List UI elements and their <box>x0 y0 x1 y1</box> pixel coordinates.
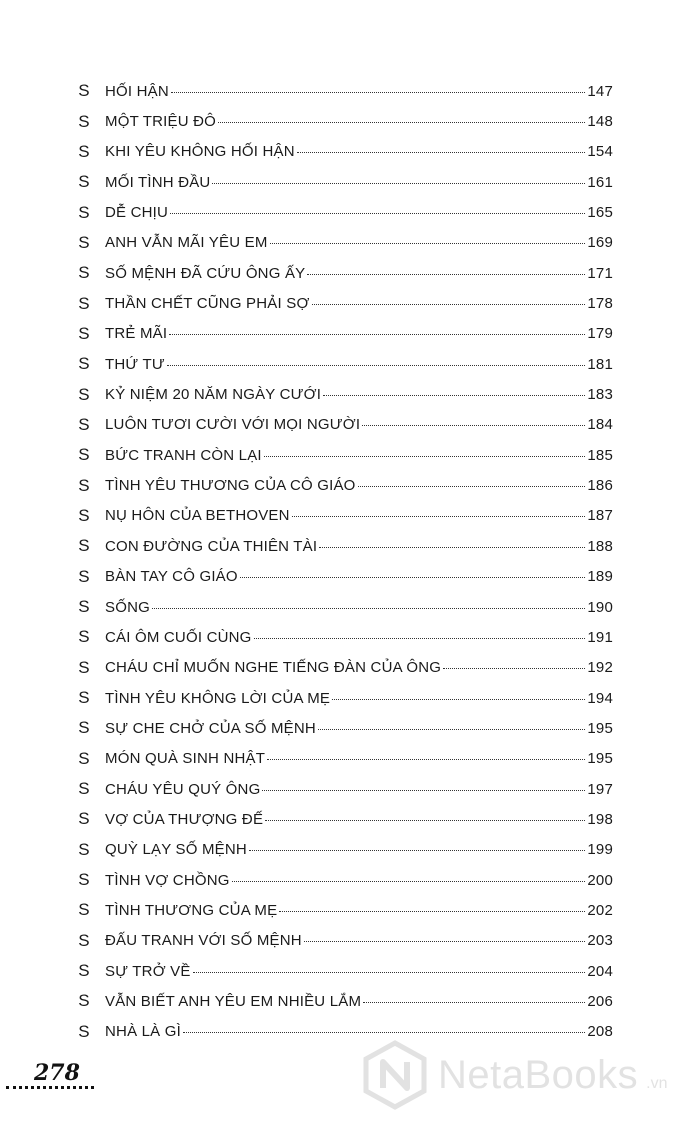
table-of-contents <box>0 76 700 1047</box>
toc-entry-page: 191 <box>587 628 613 646</box>
toc-entry-title: NỤ HÔN CỦA BETHOVEN <box>105 507 290 525</box>
toc-entry-page: 194 <box>587 689 613 707</box>
toc-entry-title: BỨC TRANH CÒN LẠI <box>105 446 262 464</box>
dot-leader <box>312 304 586 305</box>
watermark-text: NetaBooks <box>438 1052 639 1097</box>
toc-line <box>105 386 613 403</box>
toc-entry-title: HỐI HẬN <box>105 82 169 100</box>
watermark-suffix: .vn <box>646 1075 668 1092</box>
toc-entry <box>0 683 700 713</box>
bullet-icon: S <box>78 354 90 374</box>
bullet-icon: S <box>78 323 90 343</box>
dot-leader <box>267 759 585 760</box>
toc-entry-page: 203 <box>587 932 613 950</box>
toc-entry-page: 187 <box>587 507 613 525</box>
bullet-icon: S <box>78 809 90 829</box>
toc-entry <box>0 228 700 258</box>
toc-line <box>105 113 613 130</box>
toc-entry-page: 195 <box>587 719 613 737</box>
toc-entry-page: 181 <box>587 355 613 373</box>
toc-entry-title: DỄ CHỊU <box>105 204 169 222</box>
dot-leader <box>292 516 586 517</box>
toc-entry-page: 189 <box>587 568 613 586</box>
toc-entry <box>0 410 700 440</box>
toc-entry <box>0 774 700 804</box>
watermark <box>360 1040 668 1110</box>
dot-leader <box>265 820 585 821</box>
toc-line <box>105 295 613 312</box>
toc-line <box>105 599 613 616</box>
toc-entry-page: 186 <box>587 477 613 495</box>
bullet-icon: S <box>78 475 90 495</box>
dot-leader <box>319 547 585 548</box>
toc-entry-page: 147 <box>587 82 613 100</box>
toc-line <box>105 841 613 858</box>
toc-entry-title: KỶ NIỆM 20 NĂM NGÀY CƯỚI <box>105 386 322 404</box>
toc-entry-page: 148 <box>587 113 613 131</box>
toc-line <box>105 204 613 221</box>
toc-line <box>105 963 613 980</box>
toc-entry-page: 185 <box>587 446 613 464</box>
toc-entry <box>0 653 700 683</box>
toc-entry-title: SỰ TRỞ VỀ <box>105 962 191 980</box>
bullet-icon: S <box>78 293 90 313</box>
toc-line <box>105 659 613 676</box>
bullet-icon: S <box>78 900 90 920</box>
toc-entry-title: CÁI ÔM CUỐI CÙNG <box>105 628 252 646</box>
dot-leader <box>240 577 586 578</box>
toc-entry <box>0 349 700 379</box>
toc-entry-title: ĐẤU TRANH VỚI SỐ MỆNH <box>105 932 302 950</box>
bullet-icon: S <box>78 627 90 647</box>
toc-entry-page: 200 <box>587 871 613 889</box>
toc-entry <box>0 440 700 470</box>
dot-leader <box>193 972 586 973</box>
toc-entry-title: QUỲ LẠY SỐ MỆNH <box>105 841 247 859</box>
toc-entry <box>0 804 700 834</box>
toc-entry-title: VỢ CỦA THƯỢNG ĐẾ <box>105 810 264 828</box>
bullet-icon: S <box>78 688 90 708</box>
toc-entry-title: TRẺ MÃI <box>105 325 168 343</box>
dot-leader <box>362 425 585 426</box>
toc-entry <box>0 197 700 227</box>
bullet-icon: S <box>78 597 90 617</box>
bullet-icon: S <box>78 930 90 950</box>
bullet-icon: S <box>78 991 90 1011</box>
toc-entry-page: 188 <box>587 537 613 555</box>
bullet-icon: S <box>78 414 90 434</box>
toc-entry-title: TÌNH YÊU KHÔNG LỜI CỦA MẸ <box>105 689 331 707</box>
toc-entry <box>0 531 700 561</box>
toc-line <box>105 477 613 494</box>
toc-line <box>105 811 613 828</box>
toc-entry-title: MÓN QUÀ SINH NHẬT <box>105 750 266 768</box>
bullet-icon: S <box>78 141 90 161</box>
toc-line <box>105 83 613 100</box>
toc-entry-page: 208 <box>587 1023 613 1041</box>
dot-leader <box>170 213 585 214</box>
toc-line <box>105 781 613 798</box>
toc-entry <box>0 713 700 743</box>
netabooks-logo-icon <box>360 1040 430 1110</box>
dot-leader <box>262 790 585 791</box>
toc-entry-title: SỐNG <box>105 598 150 616</box>
toc-entry <box>0 926 700 956</box>
toc-entry <box>0 319 700 349</box>
toc-entry-page: 165 <box>587 204 613 222</box>
bullet-icon: S <box>78 779 90 799</box>
page-number-dots <box>6 1086 94 1089</box>
toc-entry <box>0 744 700 774</box>
toc-entry <box>0 956 700 986</box>
bullet-icon: S <box>78 870 90 890</box>
toc-entry-title: CON ĐƯỜNG CỦA THIÊN TÀI <box>105 537 318 555</box>
toc-line <box>105 629 613 646</box>
toc-entry-page: 183 <box>587 386 613 404</box>
bullet-icon: S <box>78 445 90 465</box>
toc-line <box>105 538 613 555</box>
dot-leader <box>332 699 585 700</box>
toc-entry-title: VẪN BIẾT ANH YÊU EM NHIỀU LẮM <box>105 992 362 1010</box>
dot-leader <box>318 729 585 730</box>
dot-leader <box>358 486 586 487</box>
toc-line <box>105 690 613 707</box>
bullet-icon: S <box>78 536 90 556</box>
bullet-icon: S <box>78 172 90 192</box>
toc-entry-page: 195 <box>587 750 613 768</box>
toc-entry-page: 171 <box>587 264 613 282</box>
bullet-icon: S <box>78 1021 90 1041</box>
bullet-icon: S <box>78 232 90 252</box>
toc-entry-page: 169 <box>587 234 613 252</box>
toc-entry <box>0 501 700 531</box>
toc-line <box>105 234 613 251</box>
toc-entry-title: THỨ TƯ <box>105 355 165 373</box>
bullet-icon: S <box>78 839 90 859</box>
toc-entry <box>0 106 700 136</box>
toc-entry <box>0 622 700 652</box>
bullet-icon: S <box>78 263 90 283</box>
toc-entry-title: TÌNH VỢ CHỒNG <box>105 871 230 889</box>
toc-line <box>105 568 613 585</box>
toc-entry <box>0 379 700 409</box>
toc-entry-page: 192 <box>587 659 613 677</box>
bullet-icon: S <box>78 384 90 404</box>
toc-line <box>105 1023 613 1040</box>
toc-entry <box>0 562 700 592</box>
dot-leader <box>279 911 585 912</box>
toc-line <box>105 356 613 373</box>
dot-leader <box>152 608 585 609</box>
dot-leader <box>249 850 585 851</box>
toc-line <box>105 872 613 889</box>
bullet-icon: S <box>78 81 90 101</box>
toc-entry <box>0 895 700 925</box>
dot-leader <box>323 395 585 396</box>
toc-entry <box>0 288 700 318</box>
toc-entry <box>0 258 700 288</box>
toc-entry-title: ANH VẪN MÃI YÊU EM <box>105 234 268 252</box>
toc-line <box>105 265 613 282</box>
toc-entry-title: THẦN CHẾT CŨNG PHẢI SỢ <box>105 295 310 313</box>
dot-leader <box>307 274 585 275</box>
bullet-icon: S <box>78 961 90 981</box>
toc-entry-title: CHÁU YÊU QUÝ ÔNG <box>105 780 261 798</box>
dot-leader <box>212 183 585 184</box>
dot-leader <box>218 122 585 123</box>
toc-line <box>105 507 613 524</box>
dot-leader <box>183 1032 585 1033</box>
dot-leader <box>169 334 585 335</box>
toc-entry-page: 178 <box>587 295 613 313</box>
bullet-icon: S <box>78 718 90 738</box>
toc-entry-page: 204 <box>587 962 613 980</box>
toc-entry-title: TÌNH THƯƠNG CỦA MẸ <box>105 901 278 919</box>
toc-line <box>105 932 613 949</box>
dot-leader <box>363 1002 585 1003</box>
toc-line <box>105 416 613 433</box>
toc-entry <box>0 865 700 895</box>
toc-entry <box>0 470 700 500</box>
toc-line <box>105 720 613 737</box>
bullet-icon: S <box>78 748 90 768</box>
toc-entry-page: 197 <box>587 780 613 798</box>
toc-entry <box>0 592 700 622</box>
toc-entry-page: 190 <box>587 598 613 616</box>
dot-leader <box>264 456 586 457</box>
toc-entry <box>0 835 700 865</box>
dot-leader <box>232 881 586 882</box>
toc-line <box>105 143 613 160</box>
page-number: 278 <box>34 1060 80 1086</box>
toc-entry-title: SỰ CHE CHỞ CỦA SỐ MỆNH <box>105 719 316 737</box>
bullet-icon: S <box>78 566 90 586</box>
toc-entry <box>0 76 700 106</box>
toc-entry-page: 154 <box>587 143 613 161</box>
toc-entry <box>0 167 700 197</box>
toc-entry <box>0 986 700 1016</box>
dot-leader <box>304 941 586 942</box>
toc-line <box>105 993 613 1010</box>
toc-line <box>105 174 613 191</box>
toc-entry-title: CHÁU CHỈ MUỐN NGHE TIẾNG ĐÀN CỦA ÔNG <box>105 659 442 677</box>
toc-entry-page: 184 <box>587 416 613 434</box>
toc-entry-title: LUÔN TƯƠI CƯỜI VỚI MỌI NGƯỜI <box>105 416 361 434</box>
toc-entry-page: 161 <box>587 173 613 191</box>
dot-leader <box>297 152 586 153</box>
toc-line <box>105 325 613 342</box>
dot-leader <box>254 638 586 639</box>
toc-entry-title: NHÀ LÀ GÌ <box>105 1023 181 1041</box>
toc-entry-title: KHI YÊU KHÔNG HỐI HẬN <box>105 143 295 161</box>
toc-entry-title: TÌNH YÊU THƯƠNG CỦA CÔ GIÁO <box>105 477 356 495</box>
toc-entry-title: SỐ MỆNH ĐÃ CỨU ÔNG ẤY <box>105 264 306 282</box>
toc-line <box>105 447 613 464</box>
toc-entry-page: 198 <box>587 810 613 828</box>
bullet-icon: S <box>78 111 90 131</box>
toc-entry-page: 199 <box>587 841 613 859</box>
bullet-icon: S <box>78 202 90 222</box>
toc-entry-title: BÀN TAY CÔ GIÁO <box>105 568 238 586</box>
dot-leader <box>171 92 585 93</box>
toc-entry <box>0 137 700 167</box>
toc-entry-title: MỘT TRIỆU ĐÔ <box>105 113 217 131</box>
toc-entry-title: MỐI TÌNH ĐẦU <box>105 173 211 191</box>
dot-leader <box>167 365 585 366</box>
toc-line <box>105 902 613 919</box>
bullet-icon: S <box>78 657 90 677</box>
toc-entry-page: 202 <box>587 901 613 919</box>
dot-leader <box>443 668 585 669</box>
dot-leader <box>270 243 586 244</box>
bullet-icon: S <box>78 505 90 525</box>
toc-entry-page: 206 <box>587 992 613 1010</box>
toc-entry-page: 179 <box>587 325 613 343</box>
toc-line <box>105 750 613 767</box>
